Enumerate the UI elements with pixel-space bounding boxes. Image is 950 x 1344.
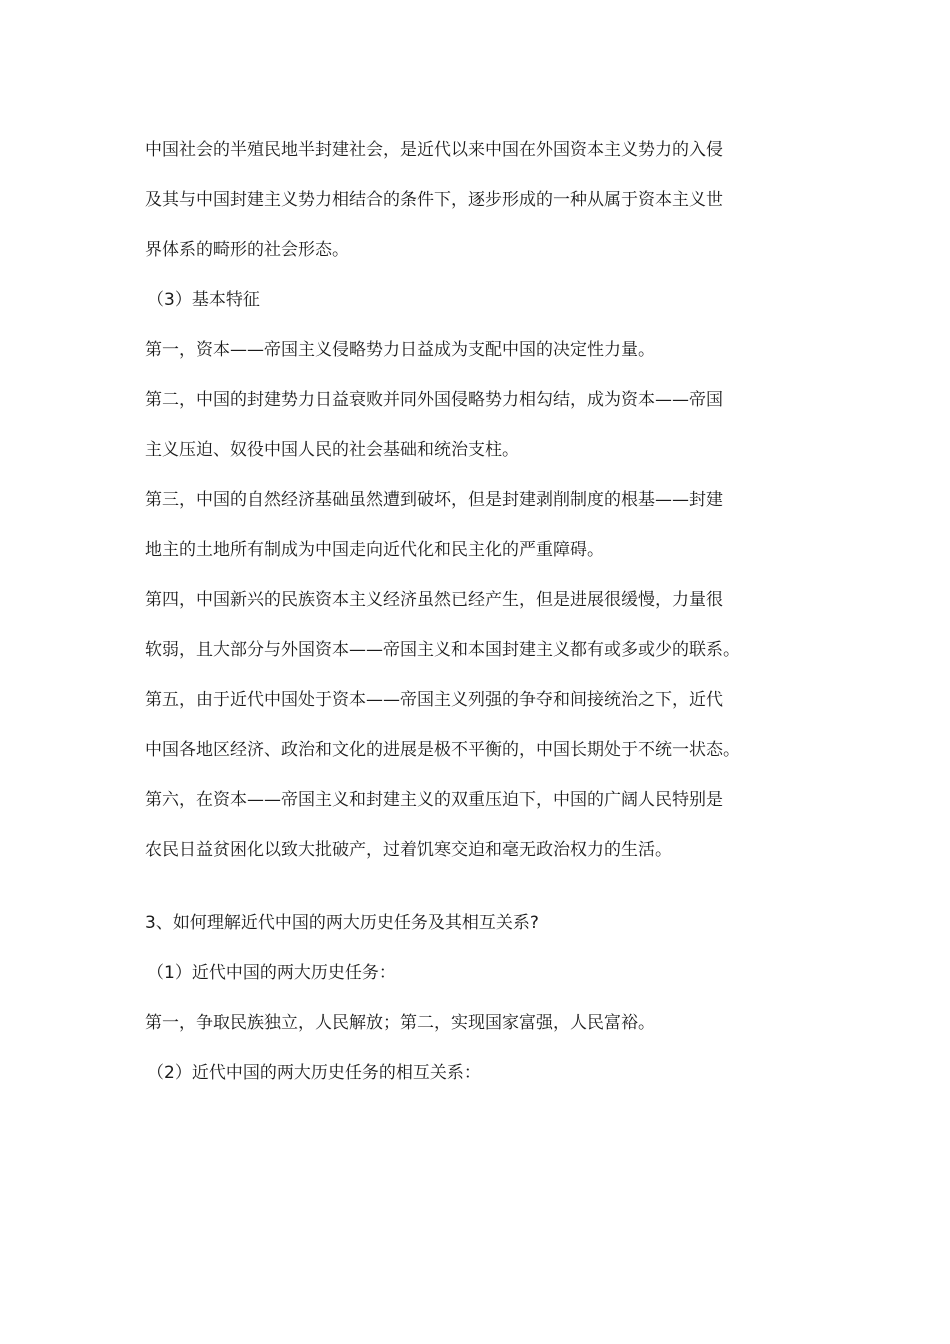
question-heading: 3、如何理解近代中国的两大历史任务及其相互关系? (145, 913, 539, 933)
paragraph-line: 第四，中国新兴的民族资本主义经济虽然已经产生，但是进展很缓慢，力量很 (145, 590, 723, 610)
paragraph-line: 农民日益贫困化以致大批破产，过着饥寒交迫和毫无政治权力的生活。 (145, 840, 672, 860)
section-heading: （1）近代中国的两大历史任务： (147, 963, 396, 983)
paragraph-line: 第三，中国的自然经济基础虽然遭到破坏，但是封建剥削制度的根基——封建 (145, 490, 723, 510)
paragraph-line: 中国社会的半殖民地半封建社会，是近代以来中国在外国资本主义势力的入侵 (145, 140, 723, 160)
paragraph-line: 第一，资本——帝国主义侵略势力日益成为支配中国的决定性力量。 (145, 340, 655, 360)
paragraph-line: 第五，由于近代中国处于资本——帝国主义列强的争夺和间接统治之下，近代 (145, 690, 723, 710)
paragraph-line: 及其与中国封建主义势力相结合的条件下，逐步形成的一种从属于资本主义世 (145, 190, 723, 210)
paragraph-line: 主义压迫、奴役中国人民的社会基础和统治支柱。 (145, 440, 519, 460)
paragraph-line: 地主的土地所有制成为中国走向近代化和民主化的严重障碍。 (145, 540, 604, 560)
paragraph-line: 第一，争取民族独立，人民解放；第二，实现国家富强，人民富裕。 (145, 1013, 655, 1033)
paragraph-line: 第二，中国的封建势力日益衰败并同外国侵略势力相勾结，成为资本——帝国 (145, 390, 723, 410)
paragraph-line: 界体系的畸形的社会形态。 (145, 240, 349, 260)
paragraph-line: 软弱，且大部分与外国资本——帝国主义和本国封建主义都有或多或少的联系。 (145, 640, 740, 660)
paragraph-line: 第六，在资本——帝国主义和封建主义的双重压迫下，中国的广阔人民特别是 (145, 790, 723, 810)
section-heading: （2）近代中国的两大历史任务的相互关系： (147, 1063, 481, 1083)
paragraph-line: 中国各地区经济、政治和文化的进展是极不平衡的，中国长期处于不统一状态。 (145, 740, 740, 760)
section-heading: （3）基本特征 (147, 290, 260, 310)
